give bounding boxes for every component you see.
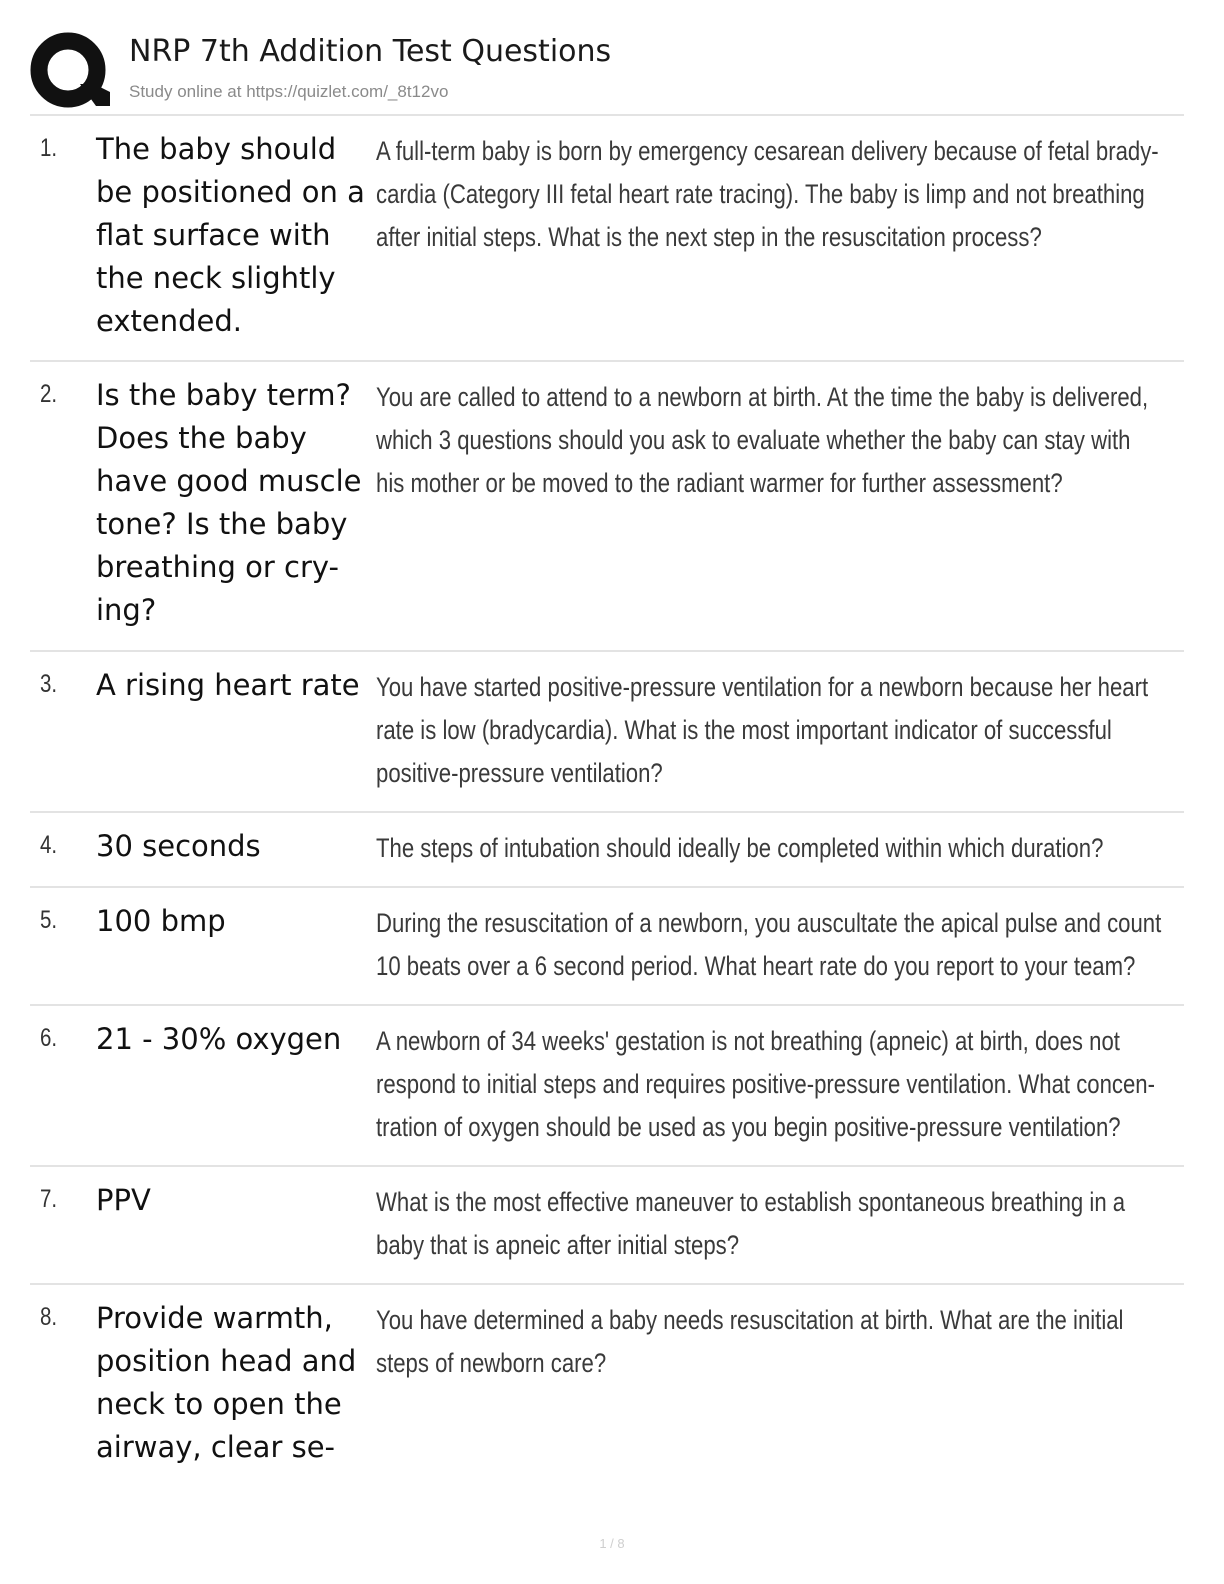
card-definition: A newborn of 34 weeks' gestation is not breathing (apneic) at birth, does not respond to initial steps and requires positive-pressure ventilation. What concen-tration of oxygen should be used as you begin positive-pressure ventilation? — [376, 1026, 1155, 1142]
page-title: NRP 7th Addition Test Questions — [129, 34, 612, 69]
card-2 — [30, 362, 1184, 652]
card-3 — [30, 652, 1184, 813]
card-term: 100 bmp — [96, 904, 226, 938]
card-8 — [30, 1285, 1184, 1485]
card-term: Provide warmth, position head and neck to open the airway, clear se- — [96, 1301, 357, 1464]
card-4 — [30, 813, 1184, 888]
card-definition: What is the most effective maneuver to establish spontaneous breathing in a baby that is apneic after initial steps? — [376, 1187, 1126, 1260]
card-number: 1. — [40, 134, 58, 162]
card-definition: You have started positive-pressure ventilation for a newborn because her heart rate is low (bradycardia). What is the most important indicator of successful positive-pressure ventilation? — [376, 672, 1149, 788]
card-5 — [30, 888, 1184, 1006]
page-header — [30, 30, 1184, 114]
card-7 — [30, 1167, 1184, 1285]
card-1 — [30, 116, 1184, 362]
card-definition: You have determined a baby needs resuscitation at birth. What are the initial steps of newborn care? — [376, 1305, 1124, 1378]
card-number: 5. — [40, 906, 58, 934]
card-number: 8. — [40, 1303, 58, 1331]
card-number: 4. — [40, 831, 58, 859]
card-term: Is the baby term? Does the baby have good muscle tone? Is the baby breathing or cry-ing? — [96, 378, 362, 627]
card-definition: You are called to attend to a newborn at birth. At the time the baby is delivered, which 3 questions should you ask to evaluate whether the baby can stay with his mother or be moved to the radiant warmer for further assessment? — [376, 382, 1149, 498]
page-number: 1 / 8 — [599, 1536, 625, 1551]
card-definition: During the resuscitation of a newborn, you auscultate the apical pulse and count 10 beats over a 6 second period. What heart rate do you report to your team? — [376, 908, 1162, 981]
card-term: 30 seconds — [96, 829, 261, 863]
study-link-text: Study online at https://quizlet.com/_8t12vo — [129, 82, 449, 101]
card-6 — [30, 1006, 1184, 1167]
card-term: PPV — [96, 1183, 151, 1217]
card-definition: The steps of intubation should ideally be completed within which duration? — [376, 833, 1104, 863]
card-number: 7. — [40, 1185, 58, 1213]
card-term: 21 - 30% oxygen — [96, 1022, 342, 1056]
card-term: A rising heart rate — [96, 668, 360, 702]
card-number: 6. — [40, 1024, 58, 1052]
card-definition: A full-term baby is born by emergency cesarean delivery because of fetal brady-cardia (Category III fetal heart rate tracing). The baby is limp and not breathing after initial steps. What is the next step in the resuscitation process? — [376, 136, 1159, 252]
card-number: 3. — [40, 670, 58, 698]
card-number: 2. — [40, 380, 58, 408]
flashcard-list — [30, 116, 1184, 1485]
quizlet-logo-icon — [30, 32, 110, 112]
card-term: The baby should be positioned on a flat surface with the neck slightly extended. — [96, 132, 365, 338]
